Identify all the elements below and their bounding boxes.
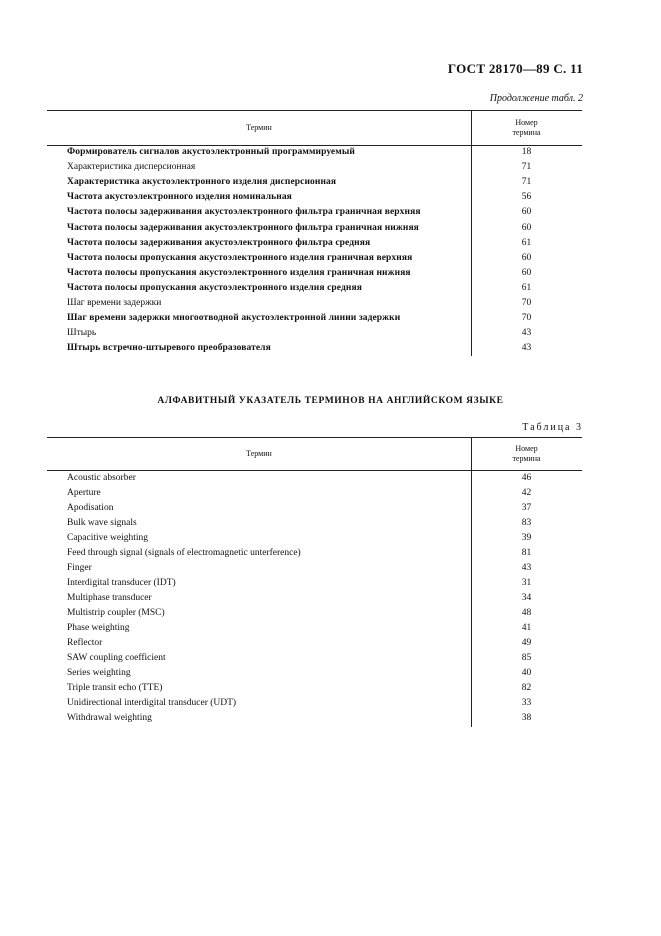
term-cell: Частота акустоэлектронного изделия номинальная xyxy=(67,192,292,203)
table-3-header xyxy=(47,437,582,471)
column-header-number-line2: термина xyxy=(512,454,541,463)
term-cell: Штырь xyxy=(67,328,97,339)
term-cell: Reflector xyxy=(67,638,103,648)
term-cell: Частота полосы пропускания акустоэлектронного изделия граничная верхняя xyxy=(67,252,413,263)
term-cell: Interdigital transducer (IDT) xyxy=(67,578,176,588)
term-cell: Apodisation xyxy=(67,503,114,513)
term-number-cell: 33 xyxy=(521,698,532,708)
term-cell: Acoustic absorber xyxy=(67,473,136,483)
column-header-term: Термин xyxy=(246,123,272,132)
term-number-cell: 49 xyxy=(521,638,532,648)
continuation-label: Продолжение табл. 2 xyxy=(489,93,583,104)
term-number-cell: 85 xyxy=(521,653,532,663)
term-number-cell: 37 xyxy=(521,503,532,513)
term-number-cell: 60 xyxy=(521,252,532,263)
term-cell: Формирователь сигналов акустоэлектронный программируемый xyxy=(67,147,355,157)
page-header: ГОСТ 28170—89 С. 11 xyxy=(447,61,583,76)
section-heading: АЛФАВИТНЫЙ УКАЗАТЕЛЬ ТЕРМИНОВ НА АНГЛИЙСКОМ ЯЗЫКЕ xyxy=(157,396,504,406)
term-number-cell: 42 xyxy=(521,488,532,498)
term-cell: Series weighting xyxy=(67,668,131,678)
term-cell: Bulk wave signals xyxy=(67,518,137,528)
term-number-cell: 43 xyxy=(521,328,532,339)
term-number-cell: 71 xyxy=(521,177,532,188)
term-number-cell: 39 xyxy=(521,533,532,543)
term-cell: Multistrip coupler (MSC) xyxy=(67,608,165,618)
term-number-cell: 31 xyxy=(521,578,532,588)
term-cell: Phase weighting xyxy=(67,623,130,633)
term-number-cell: 38 xyxy=(521,713,532,723)
column-header-number xyxy=(471,118,582,138)
column-header-number-line1: Номер xyxy=(515,444,538,453)
term-cell: Triple transit echo (TTE) xyxy=(67,683,163,693)
column-header-term: Термин xyxy=(246,449,272,458)
table-3-label: Таблица 3 xyxy=(522,422,583,433)
term-cell: Capacitive weighting xyxy=(67,533,148,543)
term-cell: Шаг времени задержки многоотводной акустоэлектронной линии задержки xyxy=(67,313,401,324)
term-cell: Feed through signal (signals of electromagnetic unterference) xyxy=(67,548,301,558)
term-number-cell: 61 xyxy=(521,237,532,248)
term-cell: Шаг времени задержки xyxy=(67,298,162,308)
term-number-cell: 46 xyxy=(521,473,532,483)
term-number-cell: 34 xyxy=(521,593,532,603)
term-number-cell: 70 xyxy=(521,313,532,324)
term-cell: Частота полосы задерживания акустоэлектронного фильтра средняя xyxy=(67,237,371,248)
term-number-cell: 60 xyxy=(521,267,532,278)
term-cell: Штырь встречно-штыревого преобразователя xyxy=(67,343,271,354)
term-number-cell: 61 xyxy=(521,282,532,293)
term-cell: Unidirectional interdigital transducer (UDT) xyxy=(67,698,237,708)
term-cell: Частота полосы задерживания акустоэлектронного фильтра граничная верхняя xyxy=(67,207,421,218)
term-cell: Finger xyxy=(67,563,92,573)
table-2-header xyxy=(47,110,582,146)
term-number-cell: 60 xyxy=(521,207,532,218)
term-cell: Withdrawal weighting xyxy=(67,713,152,723)
term-cell: Характеристика акустоэлектронного изделия дисперсионная xyxy=(67,177,337,188)
term-number-cell: 18 xyxy=(521,147,532,157)
term-cell: Частота полосы пропускания акустоэлектронного изделия средняя xyxy=(67,282,362,293)
column-header-number xyxy=(471,444,582,464)
table-3 xyxy=(47,437,582,733)
term-number-cell: 43 xyxy=(521,563,532,573)
term-number-cell: 41 xyxy=(521,623,532,633)
table-2 xyxy=(47,110,582,360)
term-number-cell: 71 xyxy=(521,162,532,173)
term-number-cell: 43 xyxy=(521,343,532,354)
term-number-cell: 81 xyxy=(521,548,532,558)
term-cell: Характеристика дисперсионная xyxy=(67,162,196,173)
term-cell: Частота полосы пропускания акустоэлектронного изделия граничная нижняя xyxy=(67,267,411,278)
term-number-cell: 70 xyxy=(521,298,532,308)
term-number-cell: 82 xyxy=(521,683,532,693)
column-header-number-line1: Номер xyxy=(515,118,538,127)
term-number-cell: 83 xyxy=(521,518,532,528)
term-cell: Aperture xyxy=(67,488,101,498)
term-cell: SAW coupling coefficient xyxy=(67,653,166,663)
term-cell: Multiphase transducer xyxy=(67,593,152,603)
term-number-cell: 40 xyxy=(521,668,532,678)
column-header-number-line2: термина xyxy=(512,128,541,137)
term-number-cell: 48 xyxy=(521,608,532,618)
term-cell: Частота полосы задерживания акустоэлектронного фильтра граничная нижняя xyxy=(67,222,419,233)
term-number-cell: 60 xyxy=(521,222,532,233)
term-number-cell: 56 xyxy=(521,192,532,203)
